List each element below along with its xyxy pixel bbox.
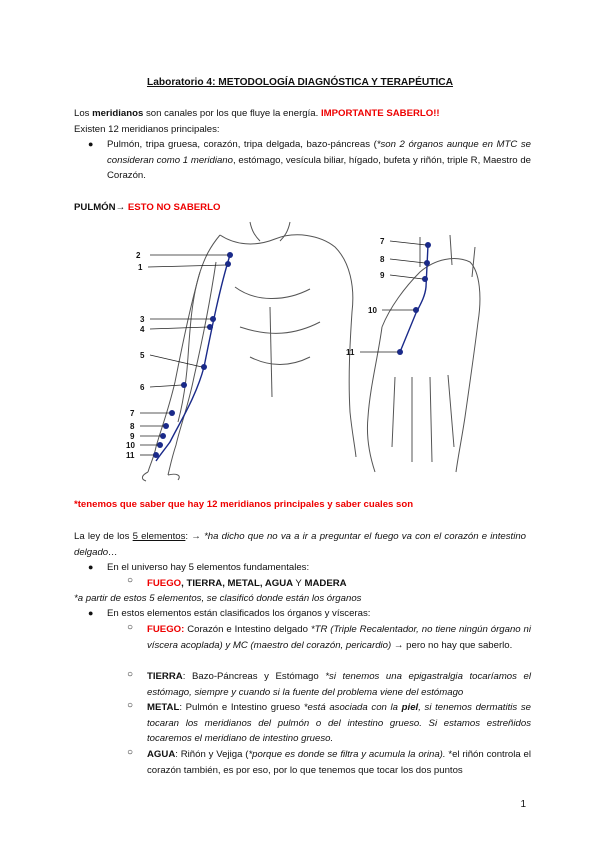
circle-bullet: ○: [127, 669, 134, 680]
cinco-elementos: La ley de los 5 elementos: → *ha dicho que no va a ir a preguntar el fuego va con el corazón e intestino delgado…: [74, 531, 527, 558]
item-metal: METAL: Pulmón e Intestino grueso *está asociada con la piel, si tenemos dermatitis se tocaran los meridianos del pulmón o del intestino grueso. Si estamos estreñidos tocaremos el meridiano de intestino grueso.: [147, 702, 531, 744]
bullet-clasificados: En estos elementos están clasificados los órganos y vísceras:: [107, 608, 371, 619]
item-fuego: FUEGO: Corazón e Intestino delgado *TR (Triple Recalentador, no tiene ningún órgano ni víscera acoplada) y MC (maestro del corazón, pericardio) → pero no hay que saberlo.: [147, 624, 531, 651]
item-agua: AGUA: Riñón y Vejiga (*porque es donde se filtra y acumula la orina). *el riñón controla el corazón también, es por eso, por lo que tenemos que tocar los dos puntos: [147, 749, 532, 776]
bullet-dot: ●: [88, 139, 94, 149]
hand-label: 11: [346, 348, 355, 357]
important-note: IMPORTANTE SABERLO!!: [320, 108, 440, 119]
body-label: 2: [136, 251, 141, 260]
pulmon-heading: PULMÓN→ ESTO NO SABERLO: [74, 202, 221, 213]
hand-label: 10: [368, 306, 377, 315]
body-label: 4: [140, 325, 145, 334]
hand-label: 7: [380, 237, 385, 246]
circle-bullet: ○: [127, 747, 134, 758]
body-label: 8: [130, 422, 135, 431]
lung-meridian-figure: [120, 217, 500, 482]
partir-note: *a partir de estos 5 elementos, se clasificó donde están los órganos: [74, 593, 362, 604]
red-note: *tenemos que saber que hay 12 meridianos principales y saber cuales son: [74, 499, 414, 510]
circle-bullet: ○: [127, 575, 134, 586]
hand-label: 8: [380, 255, 385, 264]
body-label: 1: [138, 263, 143, 272]
elements-line: FUEGO, TIERRA, METAL, AGUA Y MADERA: [147, 578, 347, 589]
circle-bullet: ○: [127, 700, 134, 711]
meridian-list: Pulmón, tripa gruesa, corazón, tripa delgada, bazo-páncreas (*son 2 órganos aunque en MTC se consideran como 1 meridiano, estómago, vesícula biliar, hígado, bufeta y riñón, triple R, Maestro de Corazón.: [107, 139, 532, 181]
body-label: 5: [140, 351, 145, 360]
circle-bullet: ○: [127, 622, 134, 633]
body-label: 6: [140, 383, 145, 392]
hand-label: 9: [380, 271, 385, 280]
bullet-universe: En el universo hay 5 elementos fundamentales:: [107, 562, 310, 573]
bullet-dot: ●: [88, 562, 94, 572]
body-label: 9: [130, 432, 135, 441]
body-label: 11: [126, 451, 135, 460]
body-label: 7: [130, 409, 135, 418]
bullet-dot: ●: [88, 608, 94, 618]
page-title: Laboratorio 4: METODOLOGÍA DIAGNÓSTICA Y TERAPÉUTICA: [146, 77, 454, 88]
page-number: 1: [520, 799, 526, 810]
body-label: 10: [126, 441, 135, 450]
intro-line-2: Existen 12 meridianos principales:: [74, 124, 220, 135]
item-tierra: TIERRA: Bazo-Páncreas y Estómago *si tenemos una epigastralgia tocaríamos el estómago, siempre y cuando si la fuente del problema viene del estómago: [147, 671, 531, 698]
intro-line-1: Los meridianos son canales por los que fluye la energía. IMPORTANTE SABERLO!!: [74, 108, 440, 119]
body-label: 3: [140, 315, 145, 324]
